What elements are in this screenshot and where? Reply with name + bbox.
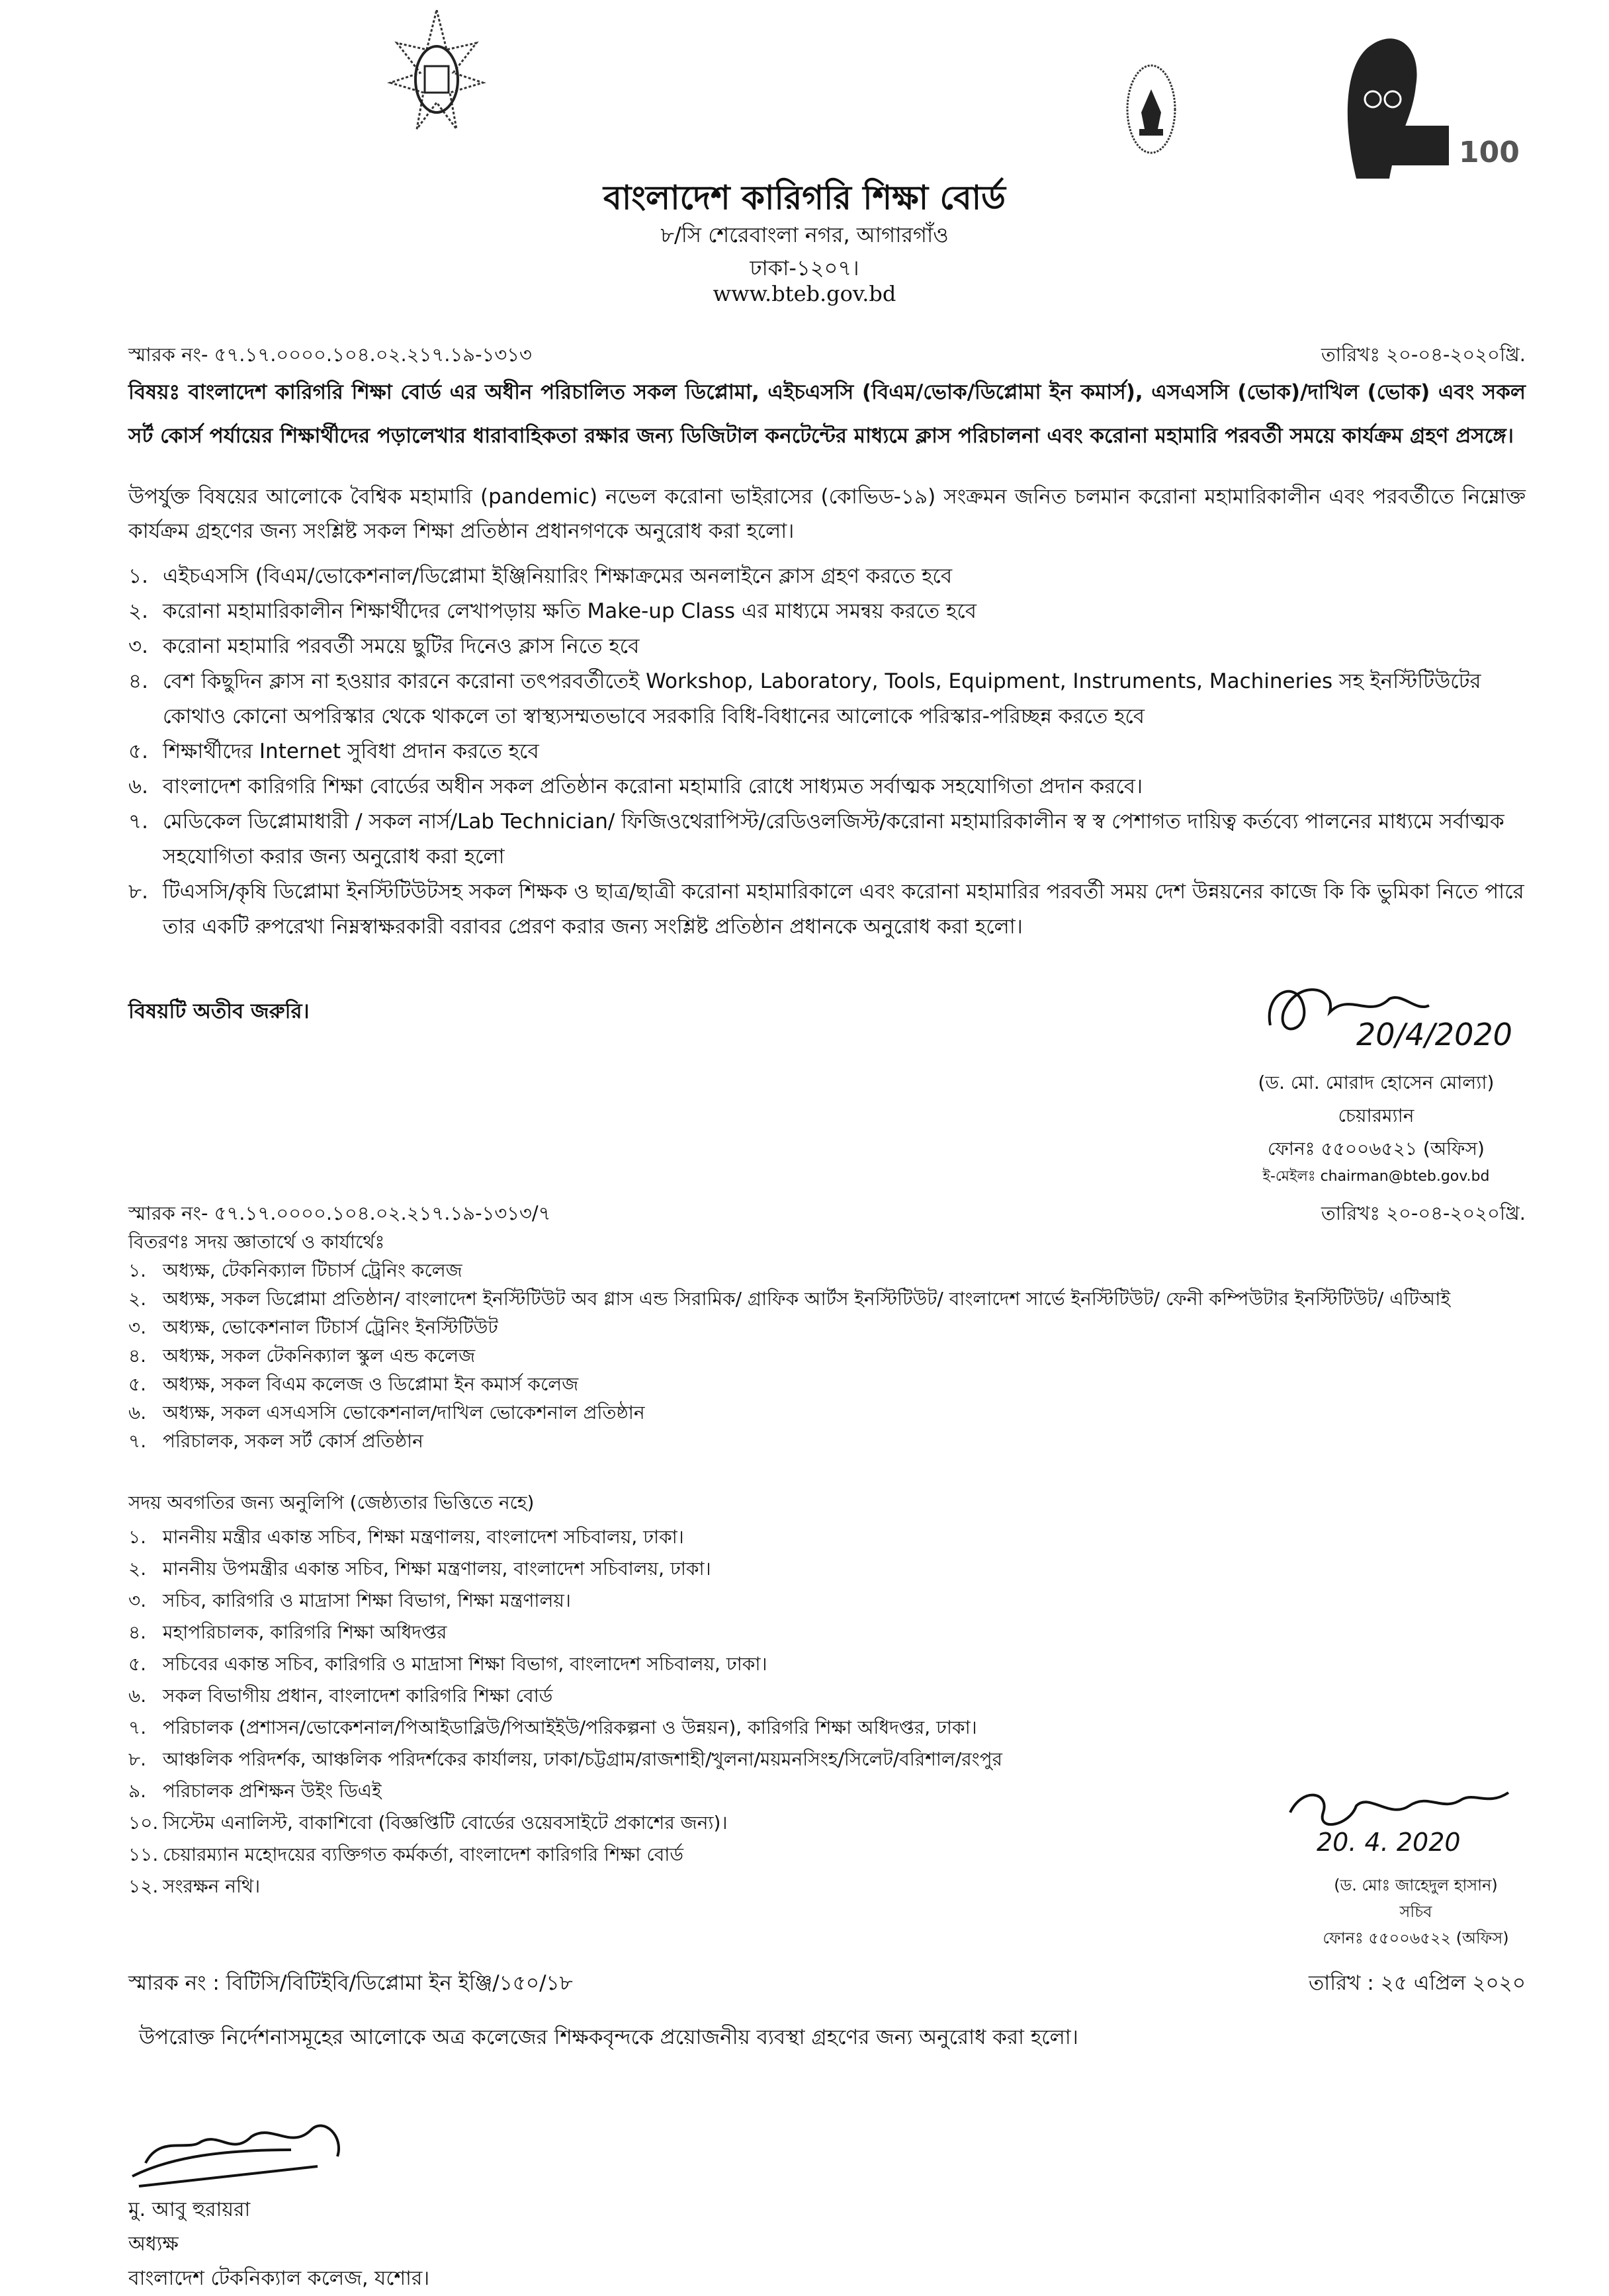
address-line-2: ঢাকা-১২০৭। [750, 255, 859, 280]
item-number: ৪. [128, 1345, 147, 1367]
item-number: ৭. [128, 810, 149, 833]
item-number: ১. [128, 564, 148, 588]
list-item [128, 1553, 1253, 1585]
item-number: ৬. [128, 1685, 147, 1707]
item-number: ৮. [128, 880, 148, 904]
item-text: অধ্যক্ষ, সকল এসএসসি ভোকেশনাল/দাখিল ভোকেশনাল প্রতিষ্ঠান [163, 1402, 645, 1424]
item-text: চেয়ারম্যান মহোদয়ের ব্যক্তিগত কর্মকর্তা, বাংলাদেশ কারিগরি শিক্ষা বোর্ড [163, 1844, 684, 1865]
item-text: পরিচালক, সকল সর্ট কোর্স প্রতিষ্ঠান [163, 1430, 423, 1452]
item-number: ১. [128, 1526, 147, 1548]
memo-header-2 [128, 1199, 1526, 1231]
item-text: এইচএসসি (বিএম/ভোকেশনাল/ডিপ্লোমা ইঞ্জিনিয়ারিং শিক্ষাক্রমের অনলাইনে ক্লাস গ্রহণ করতে হবে [163, 564, 953, 588]
item-number: ৩. [128, 1316, 147, 1338]
subject: বিষয়ঃ বাংলাদেশ কারিগরি শিক্ষা বোর্ড এর অধীন পরিচালিত সকল ডিপ্লোমা, এইচএসসি (বিএম/ভোক/ডিপ্লোমা ইন কমার্স), এসএসসি (ভোক)/দাখিল (ভোক) এবং সকল সর্ট কোর্স পর্যায়ের শিক্ষার্থীদের পড়ালেখার ধারাবাহিকতা রক্ষার জন্য ডিজিটাল কনটেন্টের মাধ্যমে ক্লাস পরিচালনা এবং করোনা মহামারি পরবর্তী সময়ে কার্যক্রম গ্রহণ প্রসঙ্গে। [128, 380, 1526, 448]
item-number: ৮. [128, 1748, 147, 1770]
list-item [128, 1313, 1526, 1341]
item-text: বেশ কিছুদিন ক্লাস না হওয়ার কারনে করোনা তৎপরবর্তীতেই Workshop, Laboratory, Tools, Equipment, Instruments, Machineries সহ ইনস্টিটিউটের কোথাও কোনো অপরিস্কার থেকে থাকলে তা স্বাস্থ্যসম্মতভাবে সরকারি বিধি-বিধানের আলোকে পরিস্কার-পরিচ্ছন্ন করতে হবে [163, 669, 1481, 728]
item-text: পরিচালক (প্রশাসন/ভোকেশনাল/পিআইডাব্লিউ/পিআইইউ/পরিকল্পনা ও উন্নয়ন), কারিগরি শিক্ষা অধিদপ্তর, ঢাকা। [163, 1717, 977, 1738]
item-text: সকল বিভাগীয় প্রধান, বাংলাদেশ কারিগরি শিক্ষা বোর্ড [163, 1685, 553, 1707]
memo-header-3 [128, 1967, 1526, 2002]
item-text: সংরক্ষন নথি। [163, 1875, 261, 1897]
signatory-institution: বাংলাদেশ টেকনিক্যাল কলেজ, যশোর। [128, 2267, 430, 2290]
distribution-heading: বিতরণঃ সদয় জ্ঞাতার্থে ও কার্যার্থেঃ [128, 1231, 385, 1253]
list-item [128, 1807, 1253, 1839]
signatory-name: (ড. মোঃ জাহেদুল হাসান) [1334, 1876, 1498, 1894]
bteb-seal-icon [1125, 63, 1178, 155]
item-text: টিএসসি/কৃষি ডিপ্লোমা ইনস্টিটিউটসহ সকল শিক্ষক ও ছাত্র/ছাত্রী করোনা মহামারিকালে এবং করোনা মহামারির পরবর্তী সময় দেশ উন্নয়নের কাজে কি কি ভুমিকা নিতে পারে তার একটি রুপরেখা নিম্নস্বাক্ষরকারী বরাবর প্রেরণ করার জন্য সংশ্লিষ্ট প্রতিষ্ঠান প্রধানকে অনুরোধ করা হলো। [163, 880, 1524, 939]
item-text: সিস্টেম এনালিস্ট, বাকাশিবো (বিজ্ঞপ্তিটি বোর্ডের ওয়েবসাইটে প্রকাশের জন্য)। [163, 1812, 728, 1834]
memo-date: তারিখ : ২৫ এপ্রিল ২০২০ [1309, 1971, 1526, 1995]
list-item [128, 1839, 1253, 1871]
memo-ref: স্মারক নং : বিটিসি/বিটিইবি/ডিপ্লোমা ইন ইঞ্জি/১৫০/১৮ [128, 1971, 573, 1995]
item-number: ২. [128, 599, 149, 623]
item-text: অধ্যক্ষ, সকল ডিপ্লোমা প্রতিষ্ঠান/ বাংলাদেশ ইনস্টিটিউট অব গ্লাস এন্ড সিরামিক/ গ্রাফিক আর্টস ইনস্টিটিউট/ বাংলাদেশ সার্ভে ইনস্টিটিউট/ ফেনী কম্পিউটার ইনস্টিটিউট/ এটিআই [163, 1288, 1451, 1310]
memo-ref: স্মারক নং- ৫৭.১৭.০০০০.১০৪.০২.২১৭.১৯-১৩১৩/৭ [128, 1202, 551, 1224]
instruction-list [128, 559, 1526, 945]
item-text: মেডিকেল ডিপ্লোমাধারী / সকল নার্স/Lab Technician/ ফিজিওথেরাপিস্ট/রেডিওলজিস্ট/করোনা মহামারিকালীন স্ব স্ব পেশাগত দায়িত্ব কর্তব্যে পালনের মাধ্যমে সর্বাত্মক সহযোগিতা করার জন্য অনুরোধ করা হলো [163, 810, 1504, 869]
organization-title: বাংলাদেশ কারিগরি শিক্ষা বোর্ড [603, 179, 1006, 217]
item-number: ৩. [128, 634, 149, 658]
item-number: ২. [128, 1288, 147, 1310]
item-number: ৭. [128, 1717, 147, 1738]
item-text: মহাপরিচালক, কারিগরি শিক্ষা অধিদপ্তর [163, 1621, 447, 1643]
copies-list [128, 1521, 1253, 1902]
item-number: ১২. [128, 1875, 159, 1897]
list-item [128, 804, 1526, 874]
item-number: ৫. [128, 740, 148, 763]
item-text: অধ্যক্ষ, টেকনিক্যাল টিচার্স ট্রেনিং কলেজ [163, 1259, 462, 1281]
signatory-phone: ফোনঃ ৫৫০০৬৫২২ (অফিস) [1323, 1929, 1509, 1947]
signatory-secretary-block [1257, 1872, 1575, 1951]
signature-chairman [1257, 966, 1575, 1052]
list-item [128, 874, 1526, 945]
item-text: অধ্যক্ষ, ভোকেশনাল টিচার্স ট্রেনিং ইনস্টিটিউট [163, 1316, 498, 1338]
item-number: ৯. [128, 1780, 147, 1802]
memo-ref: স্মারক নং- ৫৭.১৭.০০০০.১০৪.০২.২১৭.১৯-১৩১৩ [128, 343, 532, 366]
memo-date: তারিখঃ ২০-০৪-২০২০খ্রি. [1321, 1202, 1526, 1224]
copies-heading: সদয় অবগতির জন্য অনুলিপি (জেষ্ঠ্যতার ভিত্তিতে নহে) [128, 1492, 535, 1513]
list-item [128, 1427, 1526, 1455]
signature-date: 20/4/2020 [1356, 1017, 1512, 1052]
item-number: ৬. [128, 1402, 147, 1424]
item-text: মাননীয় উপমন্ত্রীর একান্ত সচিব, শিক্ষা মন্ত্রণালয়, বাংলাদেশ সচিবালয়, ঢাকা। [163, 1558, 711, 1580]
item-text: অধ্যক্ষ, সকল টেকনিক্যাল স্কুল এন্ড কলেজ [163, 1345, 476, 1367]
item-number: ১০. [128, 1812, 159, 1834]
item-number: ৩. [128, 1590, 147, 1611]
forwarding-note: উপরোক্ত নির্দেশনাসমূহের আলোকে অত্র কলেজের শিক্ষকবৃন্দকে প্রয়োজনীয় ব্যবস্থা গ্রহণের জন্য অনুরোধ করা হলো। [139, 2025, 1078, 2049]
list-item [128, 1398, 1526, 1427]
svg-text:100: 100 [1459, 136, 1520, 169]
item-text: করোনা মহামারি পরবর্তী সময়ে ছুটির দিনেও ক্লাস নিতে হবে [163, 634, 640, 658]
signature-secretary [1277, 1779, 1555, 1859]
list-item [128, 1775, 1253, 1807]
list-item [128, 559, 1526, 594]
list-item [128, 594, 1526, 629]
list-item [128, 664, 1526, 734]
list-item [128, 1521, 1253, 1553]
item-text: সচিবের একান্ত সচিব, কারিগরি ও মাদ্রাসা শিক্ষা বিভাগ, বাংলাদেশ সচিবালয়, ঢাকা। [163, 1653, 767, 1675]
list-item [128, 1712, 1253, 1744]
distribution-list [128, 1256, 1526, 1455]
item-number: ৫. [128, 1653, 147, 1675]
signature-date: 20. 4. 2020 [1317, 1828, 1461, 1857]
signatory-designation: অধ্যক্ষ [128, 2232, 179, 2256]
signatory-chairman-block [1178, 1066, 1575, 1188]
item-text: আঞ্চলিক পরিদর্শক, আঞ্চলিক পরিদর্শকের কার্যালয়, ঢাকা/চট্টগ্রাম/রাজশাহী/খুলনা/ময়মনসিংহ/সিলেট/বরিশাল/রংপুর [163, 1748, 1003, 1770]
list-item [128, 1370, 1526, 1398]
item-number: ৪. [128, 669, 148, 693]
website-link[interactable]: www.bteb.gov.bd [713, 281, 896, 306]
item-text: মাননীয় মন্ত্রীর একান্ত সচিব, শিক্ষা মন্ত্রণালয়, বাংলাদেশ সচিবালয়, ঢাকা। [163, 1526, 684, 1548]
urgent-note: বিষয়টি অতীব জরুরি। [128, 999, 310, 1023]
list-item [128, 1680, 1253, 1712]
signatory-designation: সচিব [1399, 1902, 1432, 1921]
list-item [128, 734, 1526, 769]
signatory-name: মু. আবু হুরায়রা [128, 2198, 251, 2221]
government-emblem-icon [384, 10, 490, 142]
list-item [128, 1617, 1253, 1648]
item-text: করোনা মহামারিকালীন শিক্ষার্থীদের লেখাপড়ায় ক্ষতি Make-up Class এর মাধ্যমে সমন্বয় করতে হবে [163, 599, 977, 623]
item-text: অধ্যক্ষ, সকল বিএম কলেজ ও ডিপ্লোমা ইন কমার্স কলেজ [163, 1373, 579, 1395]
item-text: পরিচালক প্রশিক্ষন উইং ডিএই [163, 1780, 382, 1802]
item-number: ৪. [128, 1621, 147, 1643]
list-item [128, 629, 1526, 664]
item-number: ১১. [128, 1844, 159, 1865]
item-text: সচিব, কারিগরি ও মাদ্রাসা শিক্ষা বিভাগ, শিক্ষা মন্ত্রণালয়। [163, 1590, 571, 1611]
signatory-principal-block [128, 2193, 1526, 2296]
list-item [128, 1285, 1526, 1313]
signatory-designation: চেয়ারম্যান [1338, 1105, 1414, 1127]
list-item [128, 1744, 1253, 1775]
mujib-borsho-logo-icon [1317, 26, 1528, 179]
item-number: ৬. [128, 775, 149, 798]
item-text: বাংলাদেশ কারিগরি শিক্ষা বোর্ডের অধীন সকল প্রতিষ্ঠান করোনা মহামারি রোধে সাধ্যমত সর্বাত্মক সহযোগিতা প্রদান করবে। [163, 775, 1143, 798]
memo-date: তারিখঃ ২০-০৪-২০২০খ্রি. [1321, 343, 1526, 366]
list-item [128, 1648, 1253, 1680]
intro-paragraph: উপর্যুক্ত বিষয়ের আলোকে বৈশ্বিক মহামারি (pandemic) নভেল করোনা ভাইরাসের (কোভিড-১৯) সংক্রমন জনিত চলমান করোনা মহামারিকালীন এবং পরবর্তীতে নিম্নোক্ত কার্যক্রম গ্রহণের জন্য সংশ্লিষ্ট সকল শিক্ষা প্রতিষ্ঠান প্রধানগণকে অনুরোধ করা হলো। [128, 485, 1526, 543]
signatory-phone: ফোনঃ ৫৫০০৬৫২১ (অফিস) [1268, 1138, 1485, 1160]
memo-header-1 [128, 340, 1526, 372]
list-item [128, 1256, 1526, 1285]
list-item [128, 769, 1526, 804]
list-item [128, 1871, 1253, 1902]
list-item [128, 1341, 1526, 1370]
signatory-name: (ড. মো. মোরাদ হোসেন মোল্যা) [1258, 1072, 1495, 1093]
item-number: ২. [128, 1558, 147, 1580]
list-item [128, 1585, 1253, 1617]
item-text: শিক্ষার্থীদের Internet সুবিধা প্রদান করতে হবে [163, 740, 539, 763]
item-number: ৫. [128, 1373, 147, 1395]
address-line-1: ৮/সি শেরেবাংলা নগর, আগারগাঁও [660, 222, 949, 247]
item-number: ৭. [128, 1430, 147, 1452]
signature-principal [119, 2110, 384, 2196]
item-number: ১. [128, 1259, 147, 1281]
signatory-email: ই-মেইলঃ chairman@bteb.gov.bd [1262, 1168, 1490, 1185]
